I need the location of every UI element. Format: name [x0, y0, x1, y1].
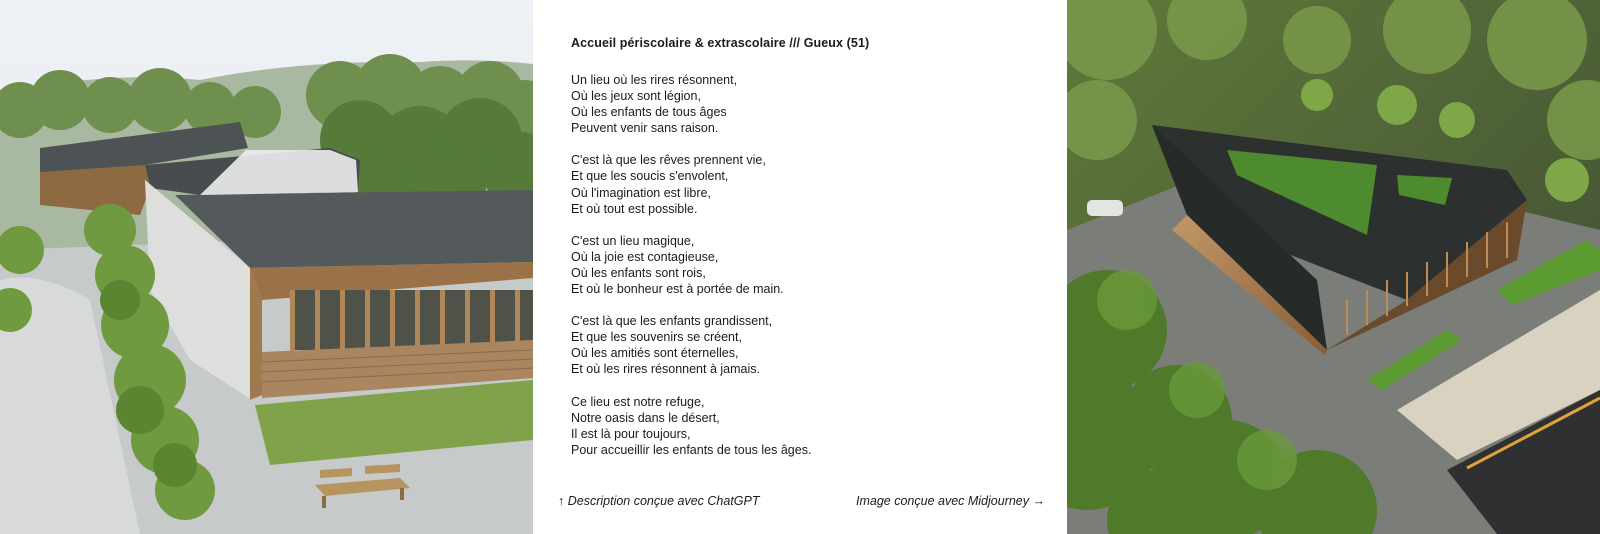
- caption-midjourney: [856, 493, 1045, 509]
- poem-line: Peuvent venir sans raison.: [571, 121, 719, 136]
- poem-stanza: [571, 152, 1031, 216]
- poem-stanza: [571, 233, 1031, 297]
- poem-line: Et que les souvenirs se créent,: [571, 330, 742, 345]
- poem-line: Notre oasis dans le désert,: [571, 410, 720, 425]
- ai-image-svg: [1067, 0, 1600, 534]
- parked-car: [1087, 200, 1123, 216]
- poem-line: Et où le bonheur est à portée de main.: [571, 282, 784, 297]
- poem-line: Où la joie est contagieuse,: [571, 249, 719, 264]
- caption-midjourney-text: Image conçue avec Midjourney: [856, 494, 1030, 508]
- poem-line: Il est là pour toujours,: [571, 426, 691, 441]
- poem-line: Où l'imagination est libre,: [571, 185, 711, 200]
- poem-line: Où les enfants sont rois,: [571, 265, 706, 280]
- panel-title: Accueil périscolaire & extrascolaire /// Gueux (51): [571, 36, 870, 50]
- poem-line: Pour accueillir les enfants de tous les âges.: [571, 442, 812, 457]
- poem-line: Et où tout est possible.: [571, 201, 698, 216]
- poem: [571, 72, 1031, 474]
- poem-line: C'est là que les rêves prennent vie,: [571, 153, 766, 168]
- arrow-right-icon: →: [1032, 494, 1045, 508]
- poem-line: C'est un lieu magique,: [571, 233, 695, 248]
- caption-chatgpt-text: Description conçue avec ChatGPT: [567, 494, 760, 508]
- poem-line: Un lieu où les rires résonnent,: [571, 73, 738, 87]
- poem-stanza: [571, 394, 1031, 458]
- poem-line: Ce lieu est notre refuge,: [571, 394, 705, 409]
- poem-line: Où les enfants de tous âges: [571, 105, 727, 120]
- glazing: [290, 290, 533, 350]
- poem-line: Où les amitiés sont éternelles,: [571, 346, 739, 361]
- poem-line: C'est là que les enfants grandissent,: [571, 314, 773, 329]
- poem-line: Et que les soucis s'envolent,: [571, 169, 729, 184]
- render-svg: [0, 0, 533, 534]
- architectural-render-image: [0, 0, 533, 534]
- poem-stanza: [571, 72, 1031, 136]
- arrow-up-icon: ↑: [558, 494, 565, 508]
- ai-generated-image: [1067, 0, 1600, 534]
- poem-stanza: [571, 313, 1031, 377]
- text-panel: [533, 0, 1067, 534]
- poem-line: Où les jeux sont légion,: [571, 89, 701, 104]
- poem-line: Et où les rires résonnent à jamais.: [571, 362, 760, 377]
- caption-chatgpt: [558, 493, 760, 509]
